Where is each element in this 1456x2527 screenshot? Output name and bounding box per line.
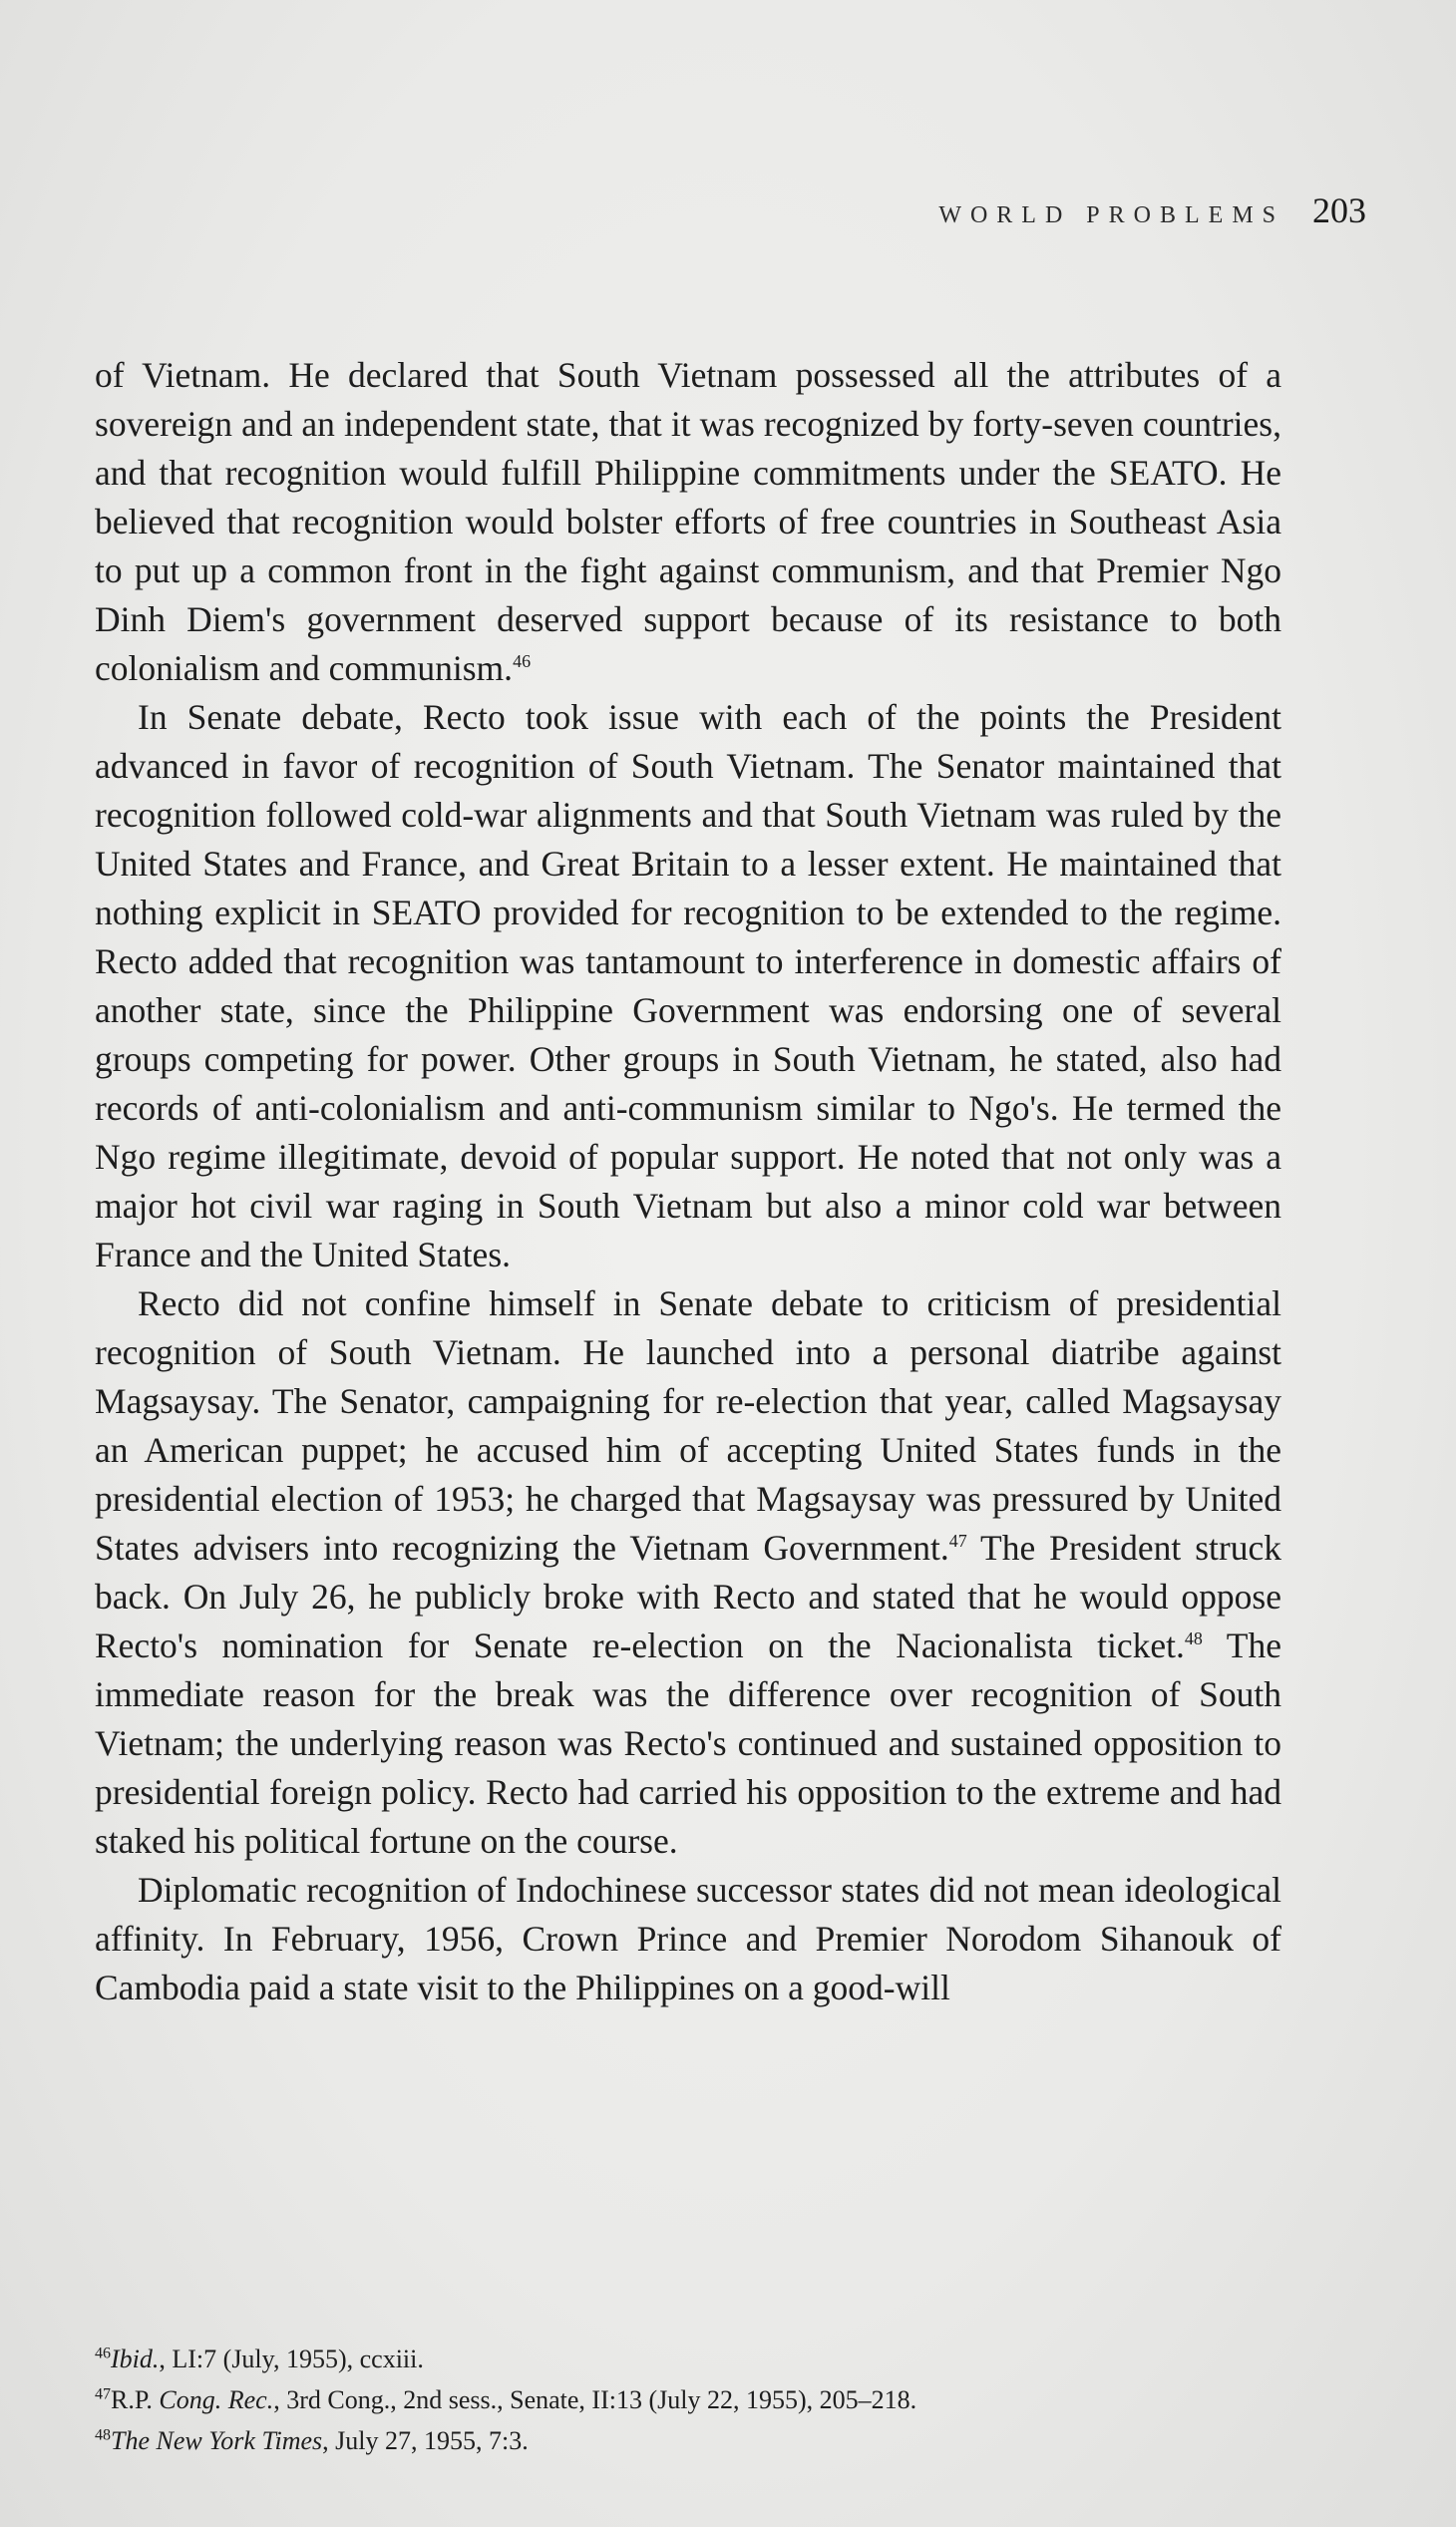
footnote-ref-46: 46 <box>513 651 532 672</box>
paragraph-text: The President struck back. On July 26, he publicly broke with Recto and stated that he would oppose Recto's nomination for Senate re-election on the Nacionalista ticket. <box>95 1528 1281 1665</box>
body-text <box>95 351 1281 2012</box>
footnote-47 <box>95 2379 1281 2420</box>
paragraph-3 <box>95 1279 1281 1866</box>
footnote-46 <box>95 2339 1281 2379</box>
footnote-48 <box>95 2420 1281 2461</box>
footnote-number: 47 <box>95 2385 111 2403</box>
footnote-source: Cong. Rec. <box>159 2385 274 2414</box>
paragraph-2 <box>95 693 1281 1279</box>
footnote-ref-47: 47 <box>948 1531 967 1552</box>
footnote-detail: , LI:7 (July, 1955), ccxiii. <box>159 2345 424 2373</box>
page-number: 203 <box>1312 190 1366 230</box>
running-title: WORLD PROBLEMS <box>938 202 1284 228</box>
running-head <box>938 189 1366 231</box>
paragraph-text: Diplomatic recognition of Indochinese successor states did not mean ideological affinity. In February, 1956, Crown Prince and Premier Norodom Sihanouk of Cambodia paid a state visit to the Philippines on a good-will <box>95 1870 1281 2007</box>
footnote-number: 46 <box>95 2345 111 2362</box>
footnote-number: 48 <box>95 2426 111 2444</box>
paragraph-1 <box>95 351 1281 693</box>
footnote-prefix: R.P. <box>111 2385 160 2414</box>
footnote-detail: , 3rd Cong., 2nd sess., Senate, II:13 (July 22, 1955), 205–218. <box>273 2385 917 2414</box>
paragraph-text: of Vietnam. He declared that South Vietnam possessed all the attributes of a sovereign and an independent state, that it was recognized by forty-seven countries, and that recognition would fulfill Philippine commitments under the SEATO. He believed that recognition would bolster efforts of free countries in Southeast Asia to put up a common front in the fight against communism, and that Premier Ngo Dinh Diem's government deserved support because of its resistance to both colonialism and communism. <box>95 355 1281 688</box>
footnote-detail: , July 27, 1955, 7:3. <box>322 2426 529 2455</box>
paragraph-text: In Senate debate, Recto took issue with each of the points the President advanced in favor of recognition of South Vietnam. The Senator maintained that recognition followed cold-war alignments and that South Vietnam was ruled by the United States and France, and Great Britain to a lesser extent. He maintained that nothing explicit in SEATO provided for recognition to be extended to the regime. Recto added that recognition was tantamount to interference in domestic affairs of another state, since the Philippine Government was endorsing one of several groups competing for power. Other groups in South Vietnam, he stated, also had records of anti-colonialism and anti-communism similar to Ngo's. He termed the Ngo regime illegitimate, devoid of popular support. He noted that not only was a major hot civil war raging in South Vietnam but also a minor cold war between France and the United States. <box>95 697 1281 1274</box>
footnote-ref-48: 48 <box>1184 1628 1203 1649</box>
footnotes <box>95 2339 1281 2461</box>
paragraph-text: The immediate reason for the break was the difference over recognition of South Vietnam; the underlying reason was Recto's continued and sustained opposition to presidential foreign policy. Recto had carried his opposition to the extreme and had staked his political fortune on the course. <box>95 1625 1282 1861</box>
footnote-source: Ibid. <box>111 2345 160 2373</box>
footnote-source: The New York Times <box>111 2426 323 2455</box>
paragraph-4 <box>95 1866 1281 2012</box>
paragraph-text: Recto did not confine himself in Senate debate to criticism of presidential recognition of South Vietnam. He launched into a personal diatribe against Magsaysay. The Senator, campaigning for re-election that year, called Magsaysay an American puppet; he accused him of accepting United States funds in the presidential election of 1953; he charged that Magsaysay was pressured by United States advisers into recognizing the Vietnam Government. <box>95 1283 1281 1568</box>
